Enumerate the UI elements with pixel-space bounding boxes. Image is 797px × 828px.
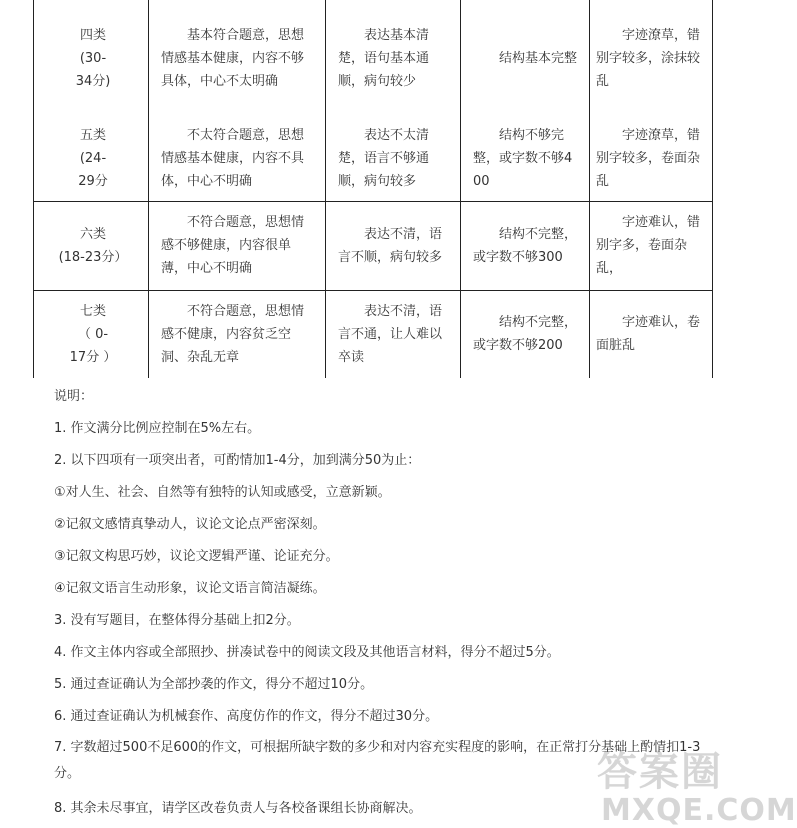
grading-table (33, 0, 713, 378)
class-label-line: 四类 (79, 28, 106, 43)
class-label-line: (24- (79, 151, 107, 167)
class-label-line: (30- (79, 51, 107, 66)
note-item: 7. 字数超过500不足600的作文，可根据所缺字数的多少和对内容充实程度的影响，在正常打分基础上酌情扣1-3分。 (54, 740, 701, 781)
writing-criteria: 字迹潦草，错别字较多，卷面杂乱 (596, 128, 701, 190)
class-label-line: 五类 (79, 128, 106, 144)
content-criteria: 不符合题意，思想情感不健康，内容贫乏空洞、杂乱无章 (161, 303, 305, 365)
table-row-class-6 (34, 201, 713, 290)
structure-criteria: 结构不够完整，或字数不够400 (473, 128, 573, 190)
class-label-line: （ 0- (77, 326, 109, 342)
note-item: 3. 没有写题目，在整体得分基础上扣2分。 (54, 613, 300, 628)
table-row-class-4 (34, 0, 713, 117)
table-row-class-5 (34, 117, 713, 201)
watermark-url: MXQE.COM (601, 793, 797, 828)
writing-criteria: 字迹难认，错别字多，卷面杂乱， (596, 215, 701, 276)
class-label-line: (18-23分） (58, 249, 128, 265)
content-criteria: 不符合题意，思想情感不够健康，内容很单薄，中心不明确 (161, 215, 305, 276)
writing-criteria: 字迹难认，卷面脏乱 (596, 315, 701, 354)
structure-criteria: 结构基本完整 (499, 51, 578, 66)
content-criteria: 不太符合题意，思想情感基本健康，内容不具体，中心不明确 (161, 128, 305, 190)
class-cell (34, 117, 149, 201)
expression-criteria: 表达不清，语言不顺，病句较多 (338, 226, 443, 265)
class-label-line: 六类 (79, 226, 106, 242)
note-item: 2. 以下四项有一项突出者，可酌情加1-4分，加到满分50为止： (54, 453, 421, 468)
content-criteria: 基本符合题意，思想情感基本健康，内容不够具体，中心不太明确 (161, 28, 305, 89)
notes-heading: 说明： (54, 389, 94, 404)
watermark-brand: 答案圈 (597, 749, 723, 795)
note-item: 1. 作文满分比例应控制在5%左右。 (54, 421, 261, 436)
expression-criteria: 表达不太清楚，语言不够通顺，病句较多 (338, 128, 430, 190)
note-item: 4. 作文主体内容或全部照抄、拼凑试卷中的阅读文段及其他语言材料，得分不超过5分。 (54, 645, 560, 660)
table-row-class-7 (34, 290, 713, 378)
class-label-line: 17分 ） (69, 349, 117, 365)
expression-criteria: 表达基本清楚，语句基本通顺，病句较少 (338, 28, 430, 89)
writing-criteria: 字迹潦草，错别字较多，涂抹较乱 (596, 28, 701, 89)
class-cell (34, 0, 149, 117)
expression-criteria: 表达不清，语言不通，让人难以卒读 (338, 303, 443, 365)
class-label-line: 34分) (75, 74, 111, 89)
structure-criteria: 结构不完整，或字数不够200 (473, 315, 578, 354)
note-item: ③记叙文构思巧妙，议论文逻辑严谨、论证充分。 (54, 549, 339, 564)
structure-criteria: 结构不完整，或字数不够300 (473, 226, 578, 265)
note-item: ②记叙文感情真挚动人，议论文论点严密深刻。 (54, 517, 326, 532)
note-item: 6. 通过查证确认为机械套作、高度仿作的作文，得分不超过30分。 (54, 709, 439, 724)
class-label-line: 七类 (79, 303, 106, 319)
notes-section (54, 381, 704, 825)
class-label-line: 29分 (78, 174, 108, 190)
class-cell (34, 290, 149, 378)
note-item: 8. 其余未尽事宜，请学区改卷负责人与各校备课组长协商解决。 (54, 801, 422, 816)
note-item: 5. 通过查证确认为全部抄袭的作文，得分不超过10分。 (54, 677, 374, 692)
note-item: ④记叙文语言生动形象，议论文语言简洁凝练。 (54, 581, 326, 596)
class-cell (34, 201, 149, 290)
note-item: ①对人生、社会、自然等有独特的认知或感受，立意新颖。 (54, 485, 391, 500)
